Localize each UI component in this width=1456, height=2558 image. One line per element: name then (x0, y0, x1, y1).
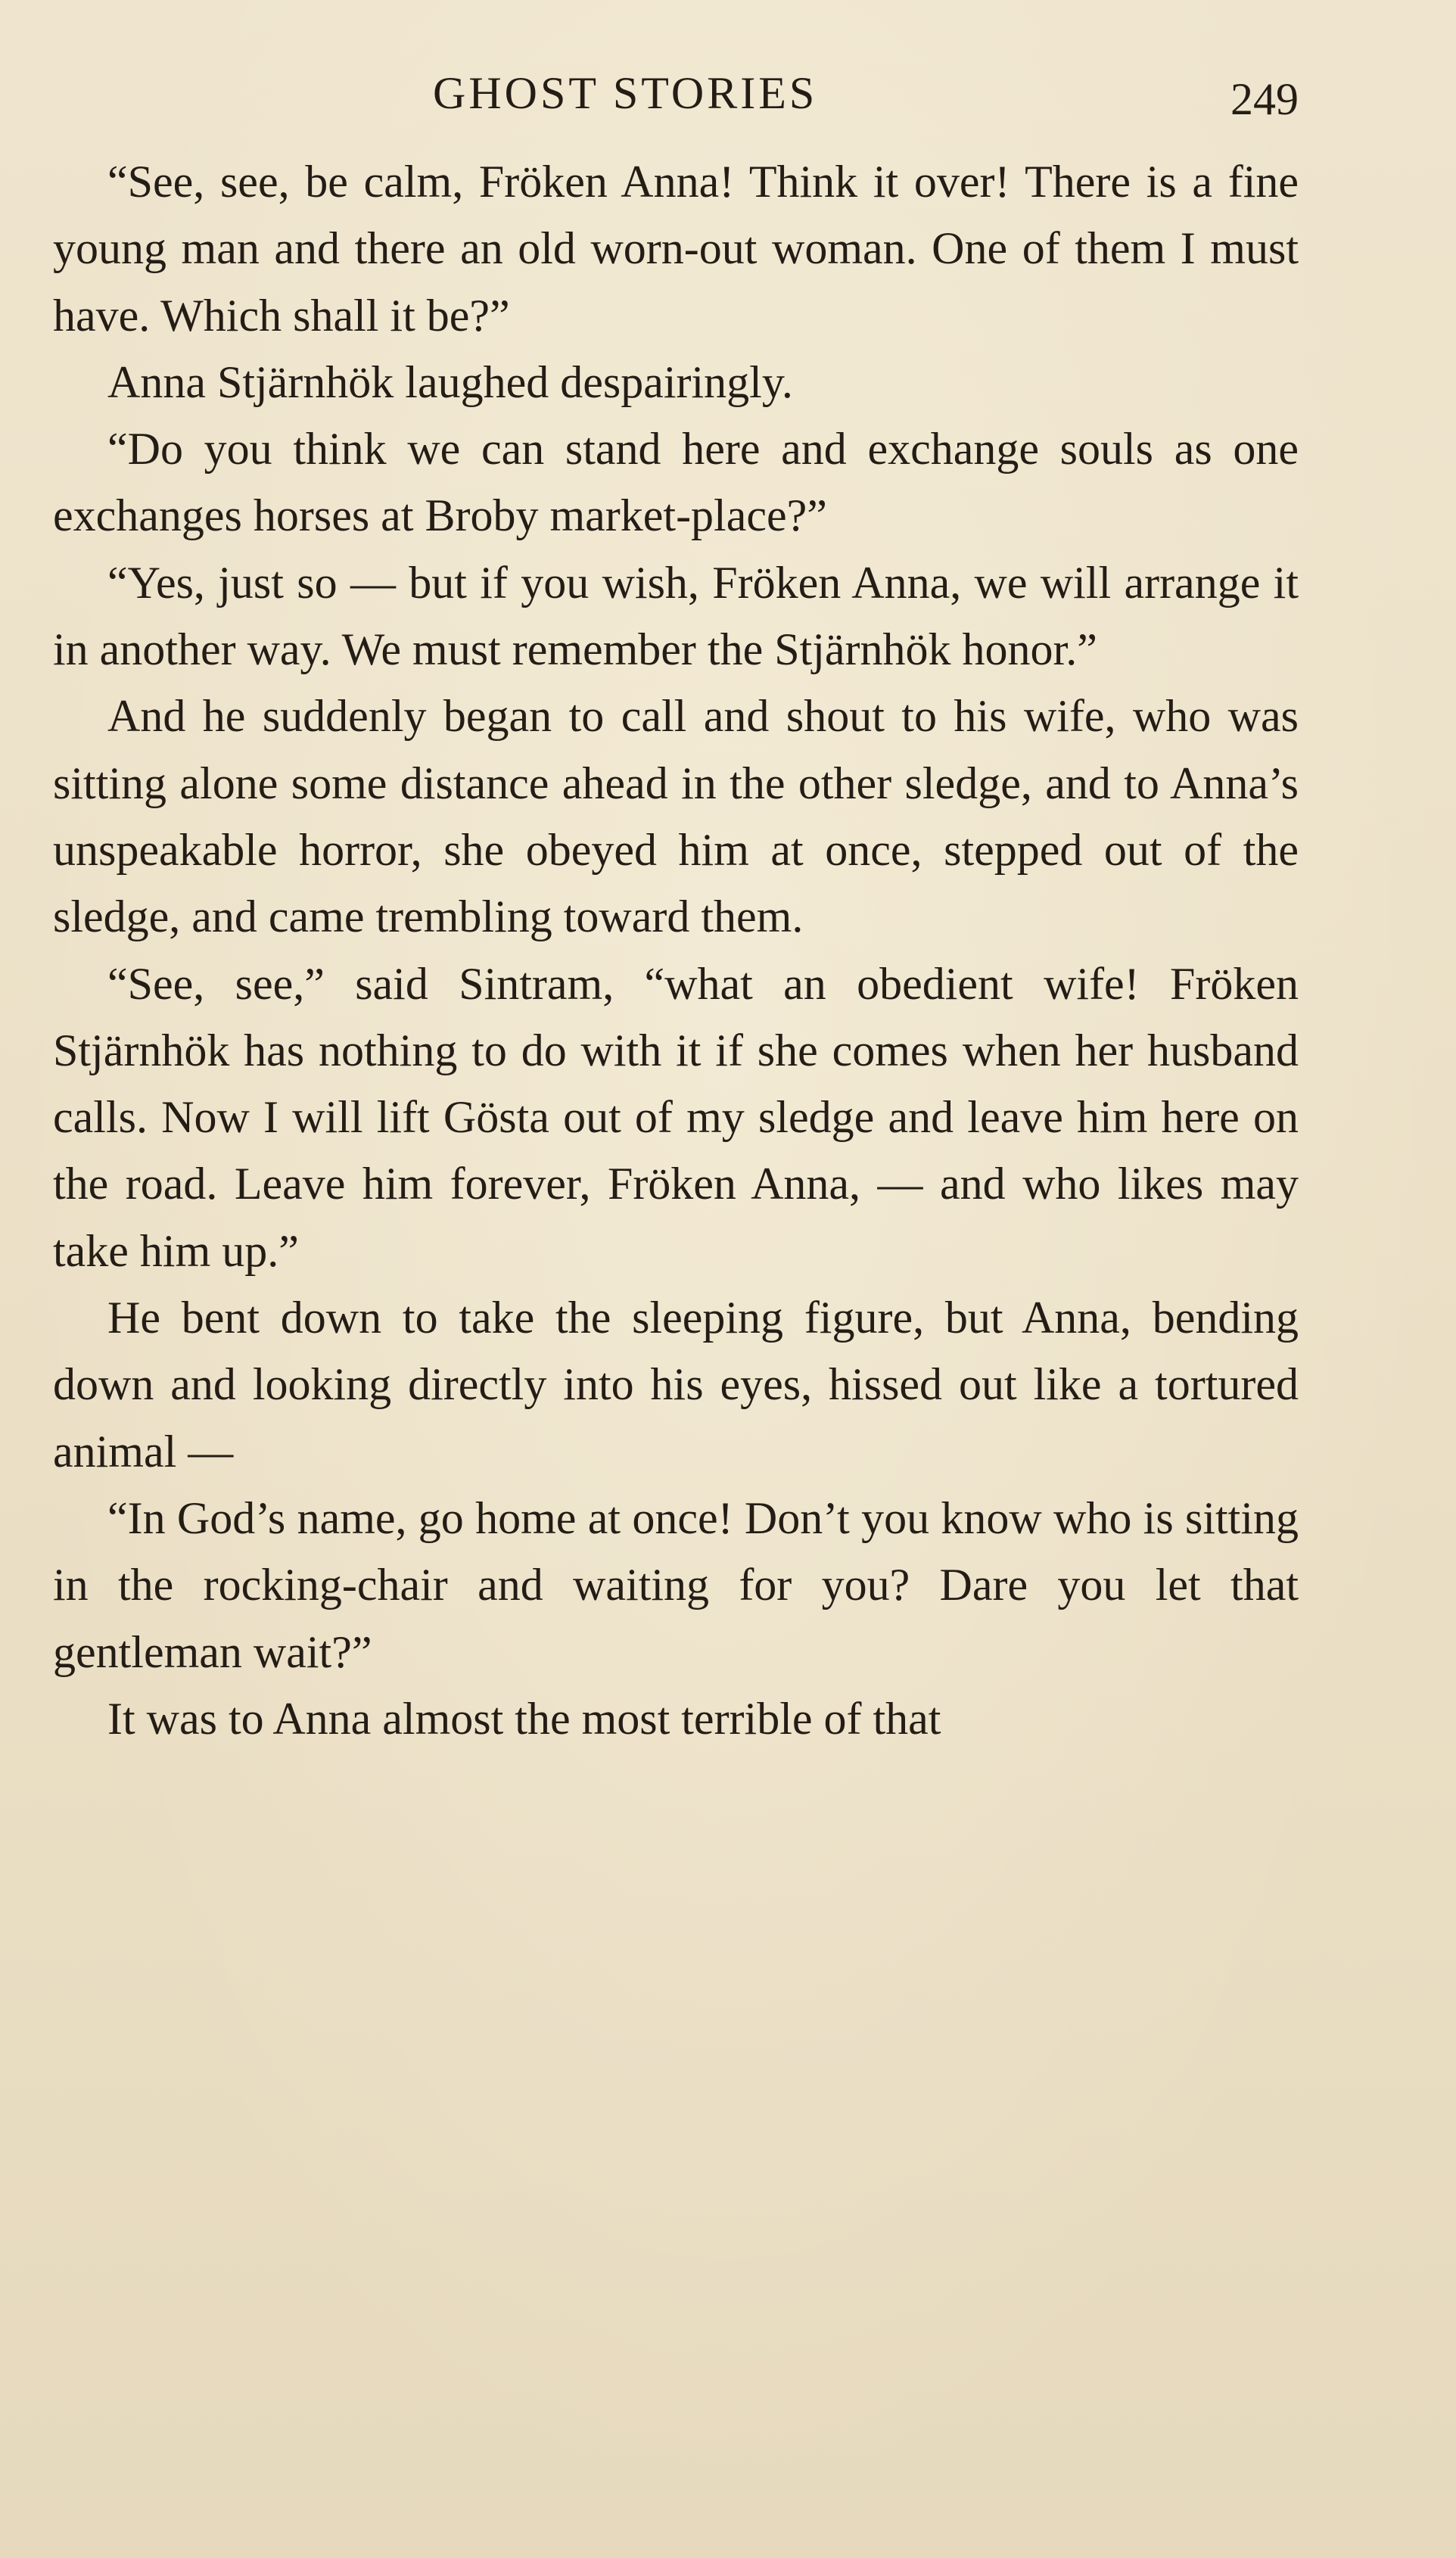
running-head-title: GHOST STORIES (433, 68, 818, 118)
paragraph: It was to Anna almost the most terrible of that (107, 1693, 941, 1744)
body-text (53, 148, 1299, 1752)
paragraph: “See, see, be calm, Fröken Anna! Think it over! There is a fine young man and there an old worn-out woman. One of them I must have. Which shall it be?” (53, 157, 1299, 341)
paragraph: Anna Stjärnhök laughed despairingly. (107, 356, 793, 407)
paragraph: “Yes, just so — but if you wish, Fröken Anna, we will arrange it in another way. We must remember the Stjärnhök honor.” (53, 557, 1299, 675)
paragraph: “In God’s name, go home at once! Don’t you know who is sitting in the rocking-chair and waiting for you? Dare you let that gentleman wait?” (53, 1492, 1299, 1677)
page-number: 249 (1230, 74, 1299, 124)
paragraph: And he suddenly began to call and shout to his wife, who was sitting alone some distance ahead in the other sledge, and to Anna’s unspeakable horror, she obeyed him at once, stepped out of the sledge, and came trembling toward them. (53, 691, 1299, 942)
paragraph: “Do you think we can stand here and exchange souls as one exchanges horses at Broby market-place?” (53, 424, 1299, 541)
paragraph: “See, see,” said Sintram, “what an obedient wife! Fröken Stjärnhök has nothing to do with it if she comes when her husband calls. Now I will lift Gösta out of my sledge and leave him here on the road. Leave him forever, Fröken Anna, — and who likes may take him up.” (53, 958, 1299, 1276)
running-head (53, 59, 1299, 127)
paragraph: He bent down to take the sleeping figure, but Anna, bending down and looking directly into his eyes, hissed out like a tortured animal — (53, 1293, 1299, 1477)
